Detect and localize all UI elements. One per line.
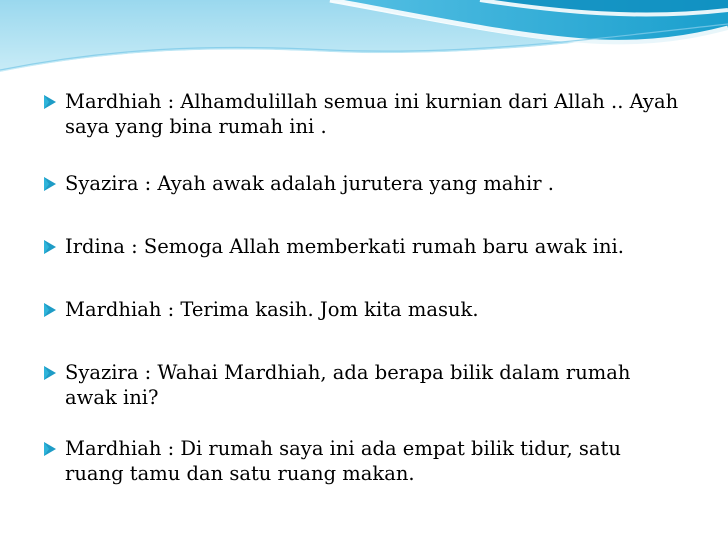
bullet-item <box>44 297 684 322</box>
bullet-list <box>44 89 684 486</box>
bullet-item <box>44 234 684 259</box>
bullet-item <box>44 89 684 139</box>
arrow-bullet-icon <box>44 442 56 456</box>
header-wave-decoration <box>0 0 728 80</box>
arrow-bullet-icon <box>44 95 56 109</box>
bullet-item <box>44 171 684 196</box>
bullet-text: Syazira : Wahai Mardhiah, ada berapa bilik dalam rumah awak ini? <box>65 361 631 409</box>
bullet-text: Syazira : Ayah awak adalah jurutera yang mahir . <box>65 172 554 195</box>
bullet-text: Mardhiah : Alhamdulillah semua ini kurnian dari Allah .. Ayah saya yang bina rumah ini . <box>65 90 679 138</box>
arrow-bullet-icon <box>44 303 56 317</box>
bullet-text: Irdina : Semoga Allah memberkati rumah baru awak ini. <box>65 235 624 258</box>
bullet-text: Mardhiah : Terima kasih. Jom kita masuk. <box>65 298 479 321</box>
bullet-item <box>44 360 684 410</box>
arrow-bullet-icon <box>44 177 56 191</box>
bullet-text: Mardhiah : Di rumah saya ini ada empat bilik tidur, satu ruang tamu dan satu ruang makan. <box>65 437 621 485</box>
bullet-item <box>44 436 684 486</box>
arrow-bullet-icon <box>44 366 56 380</box>
arrow-bullet-icon <box>44 240 56 254</box>
